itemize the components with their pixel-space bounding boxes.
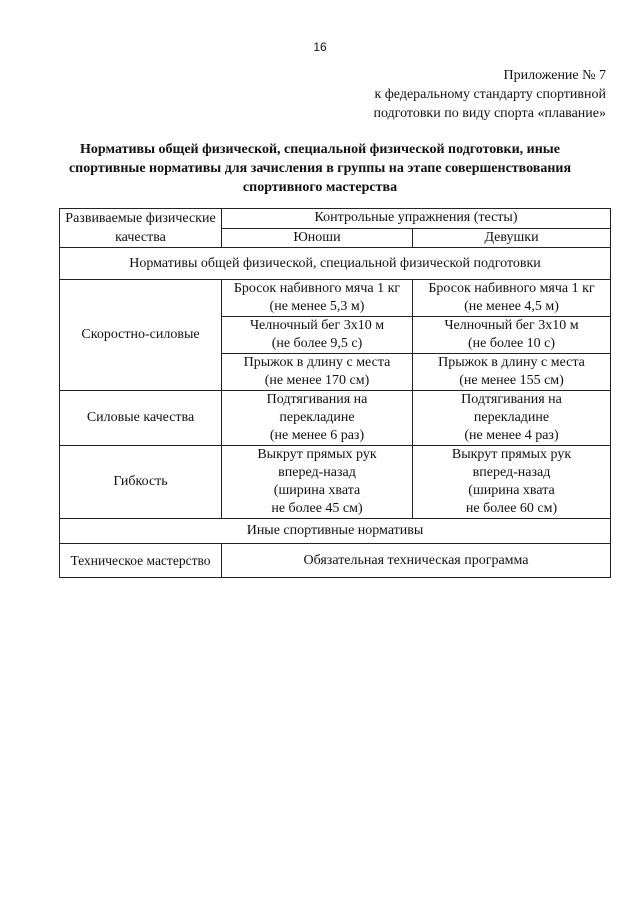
page-number: 16 (313, 40, 327, 54)
girls-medball (413, 280, 611, 317)
girls-long-jump (413, 354, 611, 391)
girls-shuttle-run (413, 317, 611, 354)
test-line: вперед-назад (278, 465, 356, 480)
header-boys: Юноши (222, 228, 413, 248)
test-line: Подтягивания на (461, 392, 562, 407)
quality-strength: Силовые качества (60, 391, 222, 446)
test-line: перекладине (279, 410, 355, 425)
appendix-number: Приложение № 7 (503, 68, 606, 83)
boys-pullups (222, 391, 413, 446)
test-norm: (не более 9,5 с) (271, 336, 363, 351)
test-norm: (не менее 170 см) (264, 373, 370, 388)
boys-long-jump (222, 354, 413, 391)
header-tests: Контрольные упражнения (тесты) (222, 209, 611, 229)
table-row (60, 446, 611, 519)
table-row (60, 544, 611, 578)
quality-technical: Техническое мастерство (60, 544, 222, 578)
header-quality: Развиваемые физические качества (60, 209, 222, 248)
girls-pullups (413, 391, 611, 446)
test-norm: (не менее 155 см) (459, 373, 564, 388)
quality-speed-strength: Скоростно-силовые (60, 280, 222, 391)
section-row (60, 248, 611, 280)
test-line: (не менее 6 раз) (269, 428, 365, 443)
boys-shuttle-run (222, 317, 413, 354)
section-other: Иные спортивные нормативы (60, 519, 611, 544)
test-name: Челночный бег 3х10 м (249, 318, 385, 333)
appendix-standard: к федеральному стандарту спортивной (374, 87, 606, 102)
document-title: Нормативы общей физической, специальной физической подготовки, иные спортивные нормативы для зачисления в группы на этапе совершенствования спортивного мастерства (68, 142, 572, 195)
technical-program: Обязательная техническая программа (222, 544, 611, 578)
norms-table (59, 208, 611, 578)
appendix-header (306, 66, 606, 123)
section-row (60, 519, 611, 544)
test-name: Бросок набивного мяча 1 кг (233, 281, 401, 296)
appendix-sport: подготовки по виду спорта «плавание» (373, 106, 606, 121)
test-norm: (не менее 4,5 м) (464, 299, 559, 314)
test-line: Выкрут прямых рук (451, 447, 572, 462)
table-row (60, 391, 611, 446)
table-header-row (60, 209, 611, 229)
test-name: Челночный бег 3х10 м (444, 318, 579, 333)
girls-shoulder-twist (413, 446, 611, 519)
header-girls: Девушки (413, 228, 611, 248)
test-line: вперед-назад (472, 465, 551, 480)
test-name: Прыжок в длину с места (438, 355, 585, 370)
boys-medball (222, 280, 413, 317)
test-name: Бросок набивного мяча 1 кг (428, 281, 595, 296)
test-line: не более 45 см) (271, 501, 363, 516)
boys-shoulder-twist (222, 446, 413, 519)
test-line: (ширина хвата (468, 483, 555, 498)
table-row (60, 280, 611, 317)
test-name: Прыжок в длину с места (243, 355, 391, 370)
quality-flexibility: Гибкость (60, 446, 222, 519)
test-line: не более 60 см) (465, 501, 558, 516)
test-line: Выкрут прямых рук (257, 447, 377, 462)
section-general: Нормативы общей физической, специальной физической подготовки (60, 248, 611, 280)
test-norm: (не более 10 с) (467, 336, 556, 351)
test-line: (ширина хвата (273, 483, 361, 498)
test-line: Подтягивания на (266, 392, 368, 407)
test-line: перекладине (473, 410, 550, 425)
test-norm: (не менее 5,3 м) (269, 299, 365, 314)
test-line: (не менее 4 раз) (464, 428, 559, 443)
